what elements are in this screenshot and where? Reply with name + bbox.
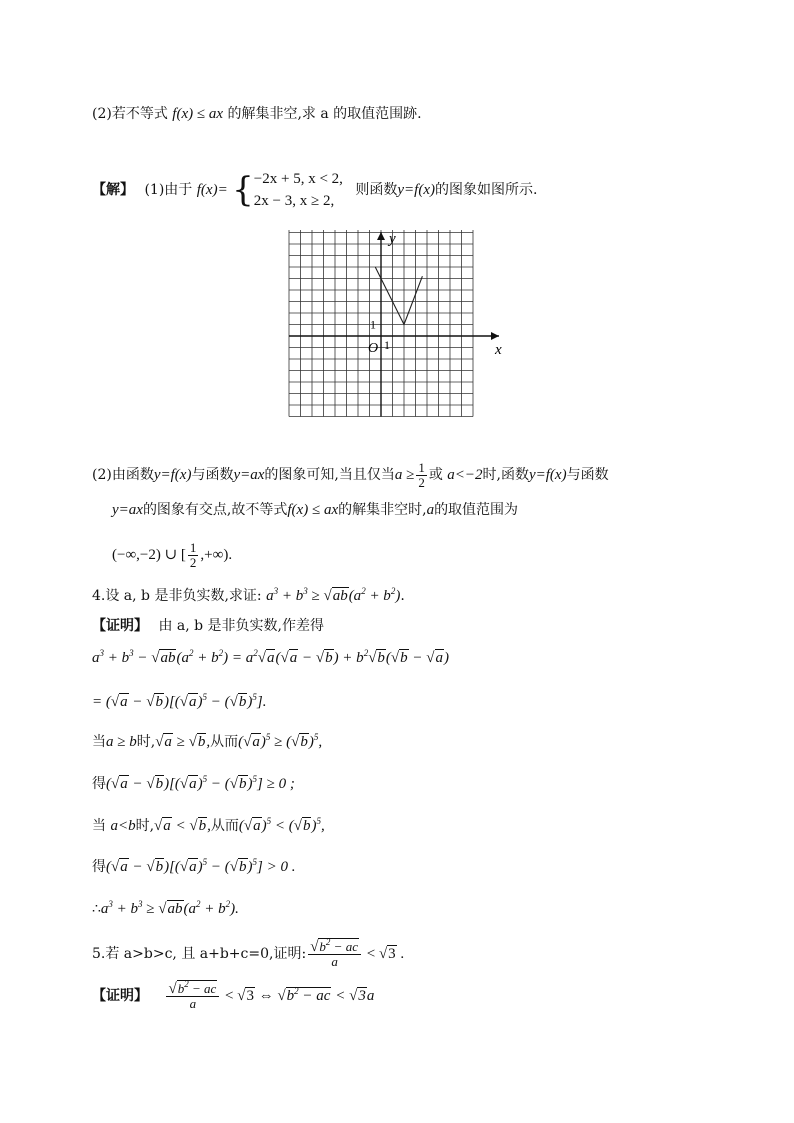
x-axis-arrow — [491, 332, 499, 340]
question-4: 4.设 a, b 是非负实数,求证: $a^3 + b^3 \ge √ab(a^2 + b^2)$. — [92, 586, 405, 604]
question-2: (2)若不等式 f(x) ≤ ax 的解集非空,求 a 的取值范围跡. — [92, 106, 422, 122]
y-tick-label: 1 — [370, 317, 376, 332]
solution-part-2-line-2: y=ax的图象有交点,故不等式f(x) ≤ ax的解集非空时,a的取值范围为 — [112, 502, 519, 518]
q5-proof-fraction: $\frac{√b^2 - ac}{a}$ — [166, 982, 219, 1011]
solution-range: (−∞,−2) ∪ [ $\frac{1}{2}$ ,+∞). — [112, 540, 233, 571]
y-axis-arrow — [377, 232, 385, 240]
question-5: 5.若 a>b>c, 且 a+b+c=0,证明: $\frac{√b^2 - ac}{a}$ < √3 . — [92, 936, 405, 969]
q4-conclusion: $\therefore a^3 + b^3 \ge √ab(a^2 + b^2)$. — [92, 899, 239, 917]
fraction-one-half-range: $\frac{1}{2}$ — [189, 540, 197, 571]
q4-case-2-result: 得$(√a - √b)[(√a)^5 - (√b)^5] > 0$ . — [92, 857, 296, 875]
q4-inequality: $a^3 + b^3 \ge √ab(a^2 + b^2)$ — [266, 586, 401, 604]
q4-case-2: 当 a<b时,√a < √b,从而$(√a)^5 < (√b)^5$, — [92, 816, 325, 834]
q5-proof: 【证明】 $\frac{√b^2 - ac}{a}$ < √3 ⇔ $√b^2$ − ac < √3a — [92, 978, 375, 1011]
x-axis-label: x — [495, 342, 502, 358]
q4-proof-intro: 【证明】 由 a, b 是非负实数,作差得 — [92, 618, 325, 634]
q4-proof-step-2: = $(√a - √b)[(√a)^5 - (√b)^5]$. — [92, 692, 267, 710]
q4-proof-step-1: $a^3 + b^3 - √ab(a^2 + b^2) = a^2√a(√a - √b) + b^2√b(√b - √a)$ — [92, 648, 450, 666]
q4-case-1: 当a ≥ b时,√a ≥ √b,从而$(√a)^5 \ge (√b)^5$, — [92, 732, 323, 750]
q5-fraction: $\frac{√b^2 - ac}{a}$ — [308, 940, 361, 969]
origin-label: O — [368, 341, 379, 356]
y-axis-label: y — [389, 231, 396, 247]
fraction-one-half: $\frac{1}{2}$ — [418, 459, 425, 490]
function-graph — [280, 230, 510, 430]
solution-part-2-line-1: (2)由函数y=f(x)与函数y=ax的图象可知,当且仅当a ≥ $\frac{1}{2}$ 或 a<−2时,函数y=f(x)与函数 — [92, 459, 609, 490]
x-tick-label: 1 — [384, 338, 390, 352]
piecewise-cases: −2x + 5, x < 2, 2x − 3, x ≥ 2, — [253, 171, 343, 209]
solution-part-1: 【解】 (1)由于 f(x)= { −2x + 5, x < 2, 2x − 3, x ≥ 2, 则函数y=f(x)的图象如图所示. — [92, 170, 538, 210]
piecewise-brace: { — [232, 170, 254, 210]
q4-case-1-result: 得$(√a - √b)[(√a)^5 - (√b)^5] \ge 0$ ; — [92, 774, 295, 792]
